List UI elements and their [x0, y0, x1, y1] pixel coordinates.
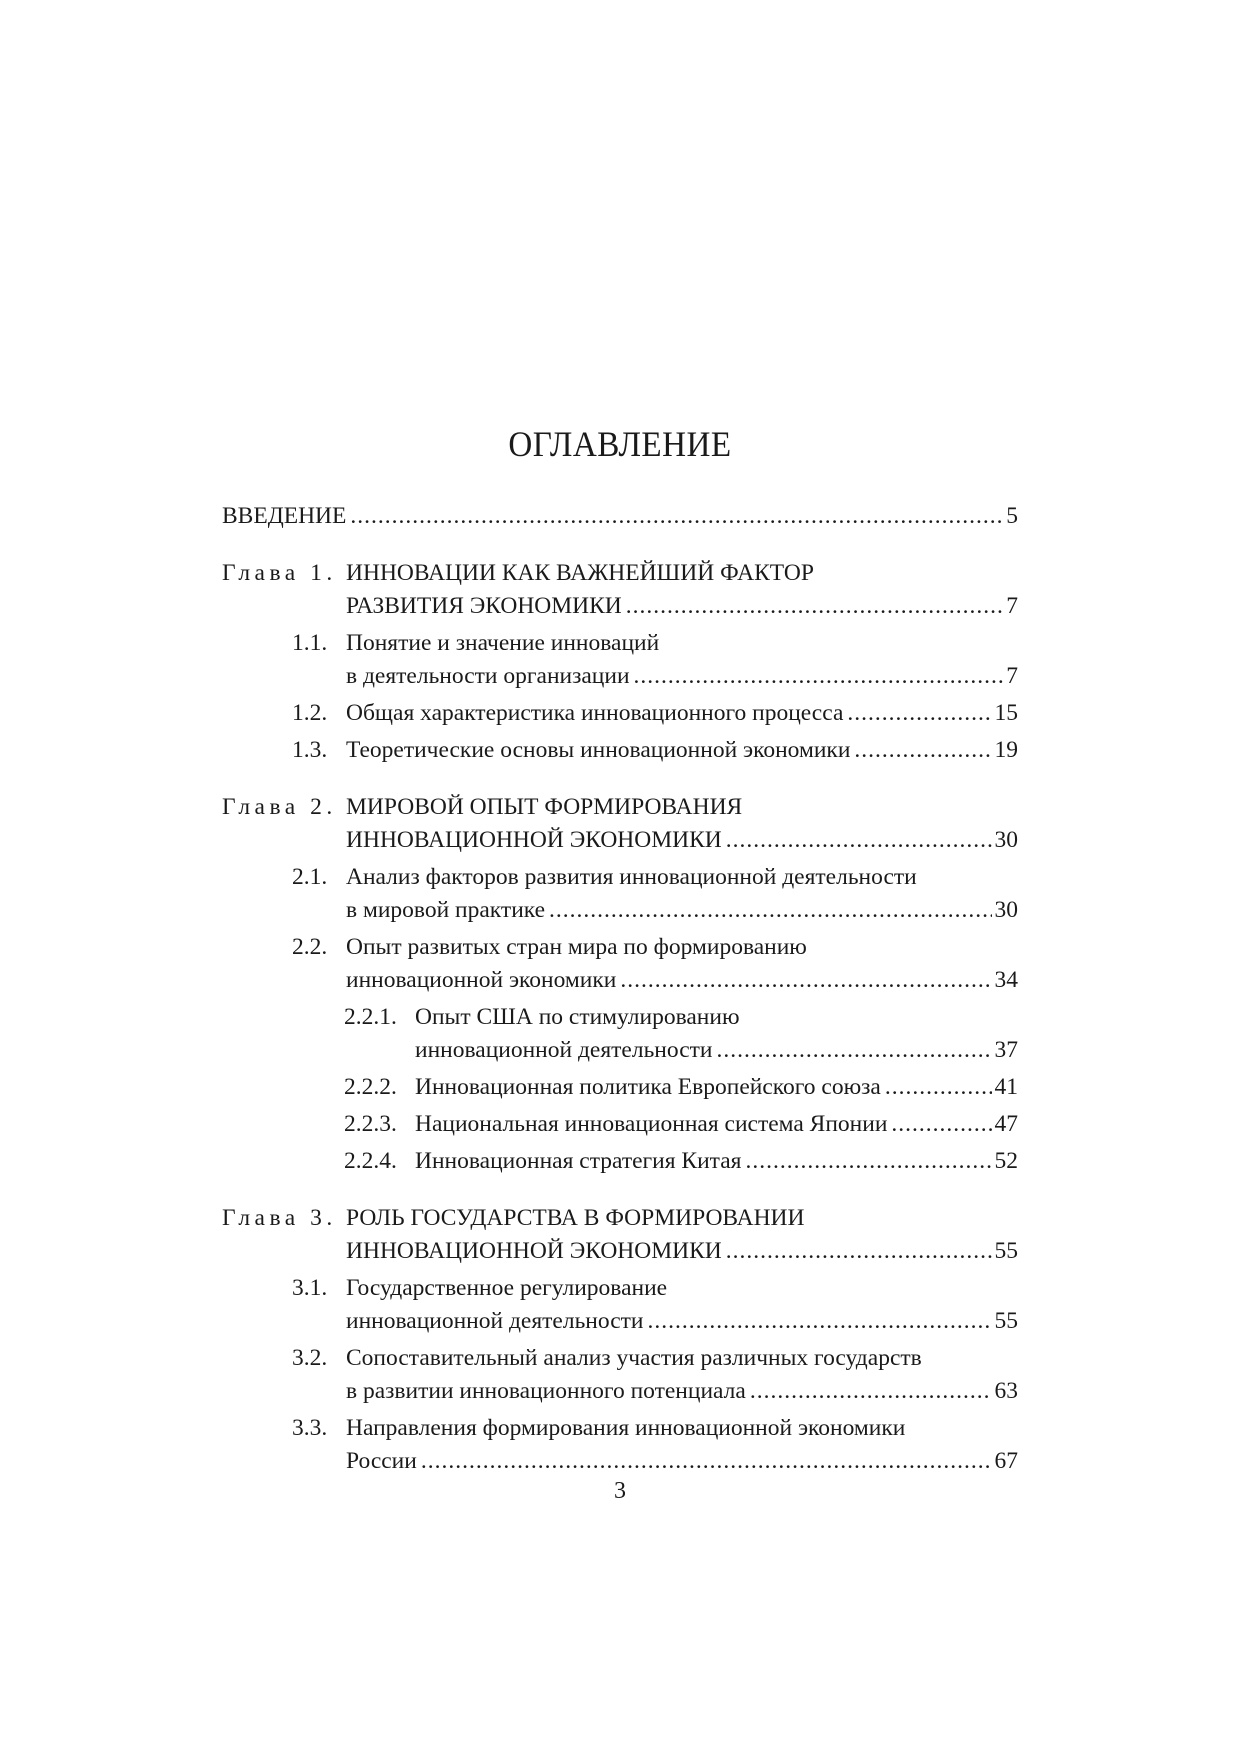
section-label: 2.2. — [292, 934, 328, 960]
toc-entry-subsection-2-2-4[interactable] — [222, 1145, 1018, 1178]
toc-entry-section-3-3[interactable] — [222, 1412, 1018, 1478]
toc-page-number: 41 — [994, 1074, 1018, 1100]
toc-entry-section-1-1[interactable] — [222, 627, 1018, 693]
toc-page-number: 7 — [1006, 593, 1018, 619]
toc-page-number: 63 — [994, 1378, 1018, 1404]
page-number: 3 — [614, 1478, 626, 1504]
toc-page-number: 30 — [994, 897, 1018, 923]
toc-page-number: 34 — [994, 967, 1018, 993]
toc-entry-section-3-2[interactable] — [222, 1342, 1018, 1408]
subsection-label: 2.2.1. — [344, 1004, 397, 1030]
section-label: 1.3. — [292, 737, 328, 763]
toc-page-number: 15 — [994, 700, 1018, 726]
toc-entry-title: Анализ факторов развития инновационной деятельности — [346, 864, 917, 890]
toc-entry-title: ИННОВАЦИОННОЙ ЭКОНОМИКИ — [346, 1238, 722, 1264]
toc-entry-title: в мировой практике — [346, 897, 546, 923]
section-label: 3.3. — [292, 1415, 328, 1441]
toc-entry-chapter-2[interactable] — [222, 791, 1018, 857]
dot-leader — [726, 824, 992, 857]
dot-leader — [885, 1071, 992, 1104]
dot-leader — [626, 590, 1003, 623]
toc-entry-title: Национальная инновационная система Японии — [415, 1111, 888, 1137]
dot-leader — [620, 964, 991, 997]
toc-entry-title: Сопоставительный анализ участия различных государств — [346, 1345, 922, 1371]
toc-page-number: 5 — [1006, 503, 1018, 529]
section-label: 2.1. — [292, 864, 328, 890]
section-label: 1.2. — [292, 700, 328, 726]
toc-entry-title: инновационной экономики — [346, 967, 617, 993]
dot-leader — [549, 894, 991, 927]
toc-entry-title: ВВЕДЕНИЕ — [222, 503, 347, 529]
toc-entry-section-2-2[interactable] — [222, 931, 1018, 997]
toc-entry-section-1-3[interactable] — [222, 734, 1018, 767]
subsection-label: 2.2.2. — [344, 1074, 397, 1100]
toc-entry-title: Направления формирования инновационной экономики — [346, 1415, 906, 1441]
toc-entry-title: РАЗВИТИЯ ЭКОНОМИКИ — [346, 593, 622, 619]
toc-entry-subsection-2-2-2[interactable] — [222, 1071, 1018, 1104]
toc-entry-title: ИННОВАЦИИ КАК ВАЖНЕЙШИЙ ФАКТОР — [346, 560, 814, 586]
subsection-label: 2.2.3. — [344, 1111, 397, 1137]
toc-entry-title: Опыт США по стимулированию — [415, 1004, 740, 1030]
toc-entry-subsection-2-2-3[interactable] — [222, 1108, 1018, 1141]
toc-page-number: 7 — [1006, 663, 1018, 689]
toc-entry-section-2-1[interactable] — [222, 861, 1018, 927]
toc-entry-title: Общая характеристика инновационного процесса — [346, 700, 844, 726]
toc-page-number: 67 — [994, 1448, 1018, 1474]
toc-entry-title: Опыт развитых стран мира по формированию — [346, 934, 807, 960]
dot-leader — [421, 1445, 992, 1478]
subsection-label: 2.2.4. — [344, 1148, 397, 1174]
section-label: 1.1. — [292, 630, 328, 656]
toc-entry-subsection-2-2-1[interactable] — [222, 1001, 1018, 1067]
toc-page-number: 47 — [994, 1111, 1018, 1137]
toc-entry-title: ИННОВАЦИОННОЙ ЭКОНОМИКИ — [346, 827, 722, 853]
chapter-label: Глава 2. — [222, 794, 337, 820]
toc-page-number: 55 — [994, 1308, 1018, 1334]
dot-leader — [891, 1108, 991, 1141]
dot-leader — [854, 734, 991, 767]
toc-entry-title: России — [346, 1448, 417, 1474]
toc-entry-title: Понятие и значение инноваций — [346, 630, 660, 656]
toc-page-number: 37 — [994, 1037, 1018, 1063]
toc-entry-title: Теоретические основы инновационной экономики — [346, 737, 851, 763]
toc-entry-chapter-3[interactable] — [222, 1202, 1018, 1268]
toc-entry-chapter-1[interactable] — [222, 557, 1018, 623]
page-title: ОГЛАВЛЕНИЕ — [508, 424, 732, 465]
section-label: 3.1. — [292, 1275, 328, 1301]
toc-entry-title: инновационной деятельности — [415, 1037, 713, 1063]
dot-leader — [634, 660, 1004, 693]
toc-page-number: 52 — [994, 1148, 1018, 1174]
toc-entry-title: Инновационная политика Европейского союза — [415, 1074, 881, 1100]
toc-entry-intro[interactable] — [222, 500, 1018, 533]
dot-leader — [647, 1305, 991, 1338]
toc-entry-section-3-1[interactable] — [222, 1272, 1018, 1338]
dot-leader — [350, 500, 1003, 533]
toc-entry-title: РОЛЬ ГОСУДАРСТВА В ФОРМИРОВАНИИ — [346, 1205, 805, 1231]
toc-entry-title: Государственное регулирование — [346, 1275, 668, 1301]
toc-entry-title: МИРОВОЙ ОПЫТ ФОРМИРОВАНИЯ — [346, 794, 743, 820]
toc-page-number: 55 — [994, 1238, 1018, 1264]
dot-leader — [716, 1034, 991, 1067]
dot-leader — [847, 697, 991, 730]
dot-leader — [726, 1235, 992, 1268]
toc-entry-title: в развитии инновационного потенциала — [346, 1378, 746, 1404]
table-of-contents — [222, 500, 1018, 1478]
toc-page-number: 30 — [994, 827, 1018, 853]
toc-entry-title: в деятельности организации — [346, 663, 630, 689]
toc-entry-title: инновационной деятельности — [346, 1308, 644, 1334]
toc-entry-section-1-2[interactable] — [222, 697, 1018, 730]
toc-entry-title: Инновационная стратегия Китая — [415, 1148, 742, 1174]
toc-page-number: 19 — [994, 737, 1018, 763]
section-label: 3.2. — [292, 1345, 328, 1371]
chapter-label: Глава 3. — [222, 1205, 337, 1231]
dot-leader — [745, 1145, 991, 1178]
dot-leader — [750, 1375, 992, 1408]
chapter-label: Глава 1. — [222, 560, 337, 586]
